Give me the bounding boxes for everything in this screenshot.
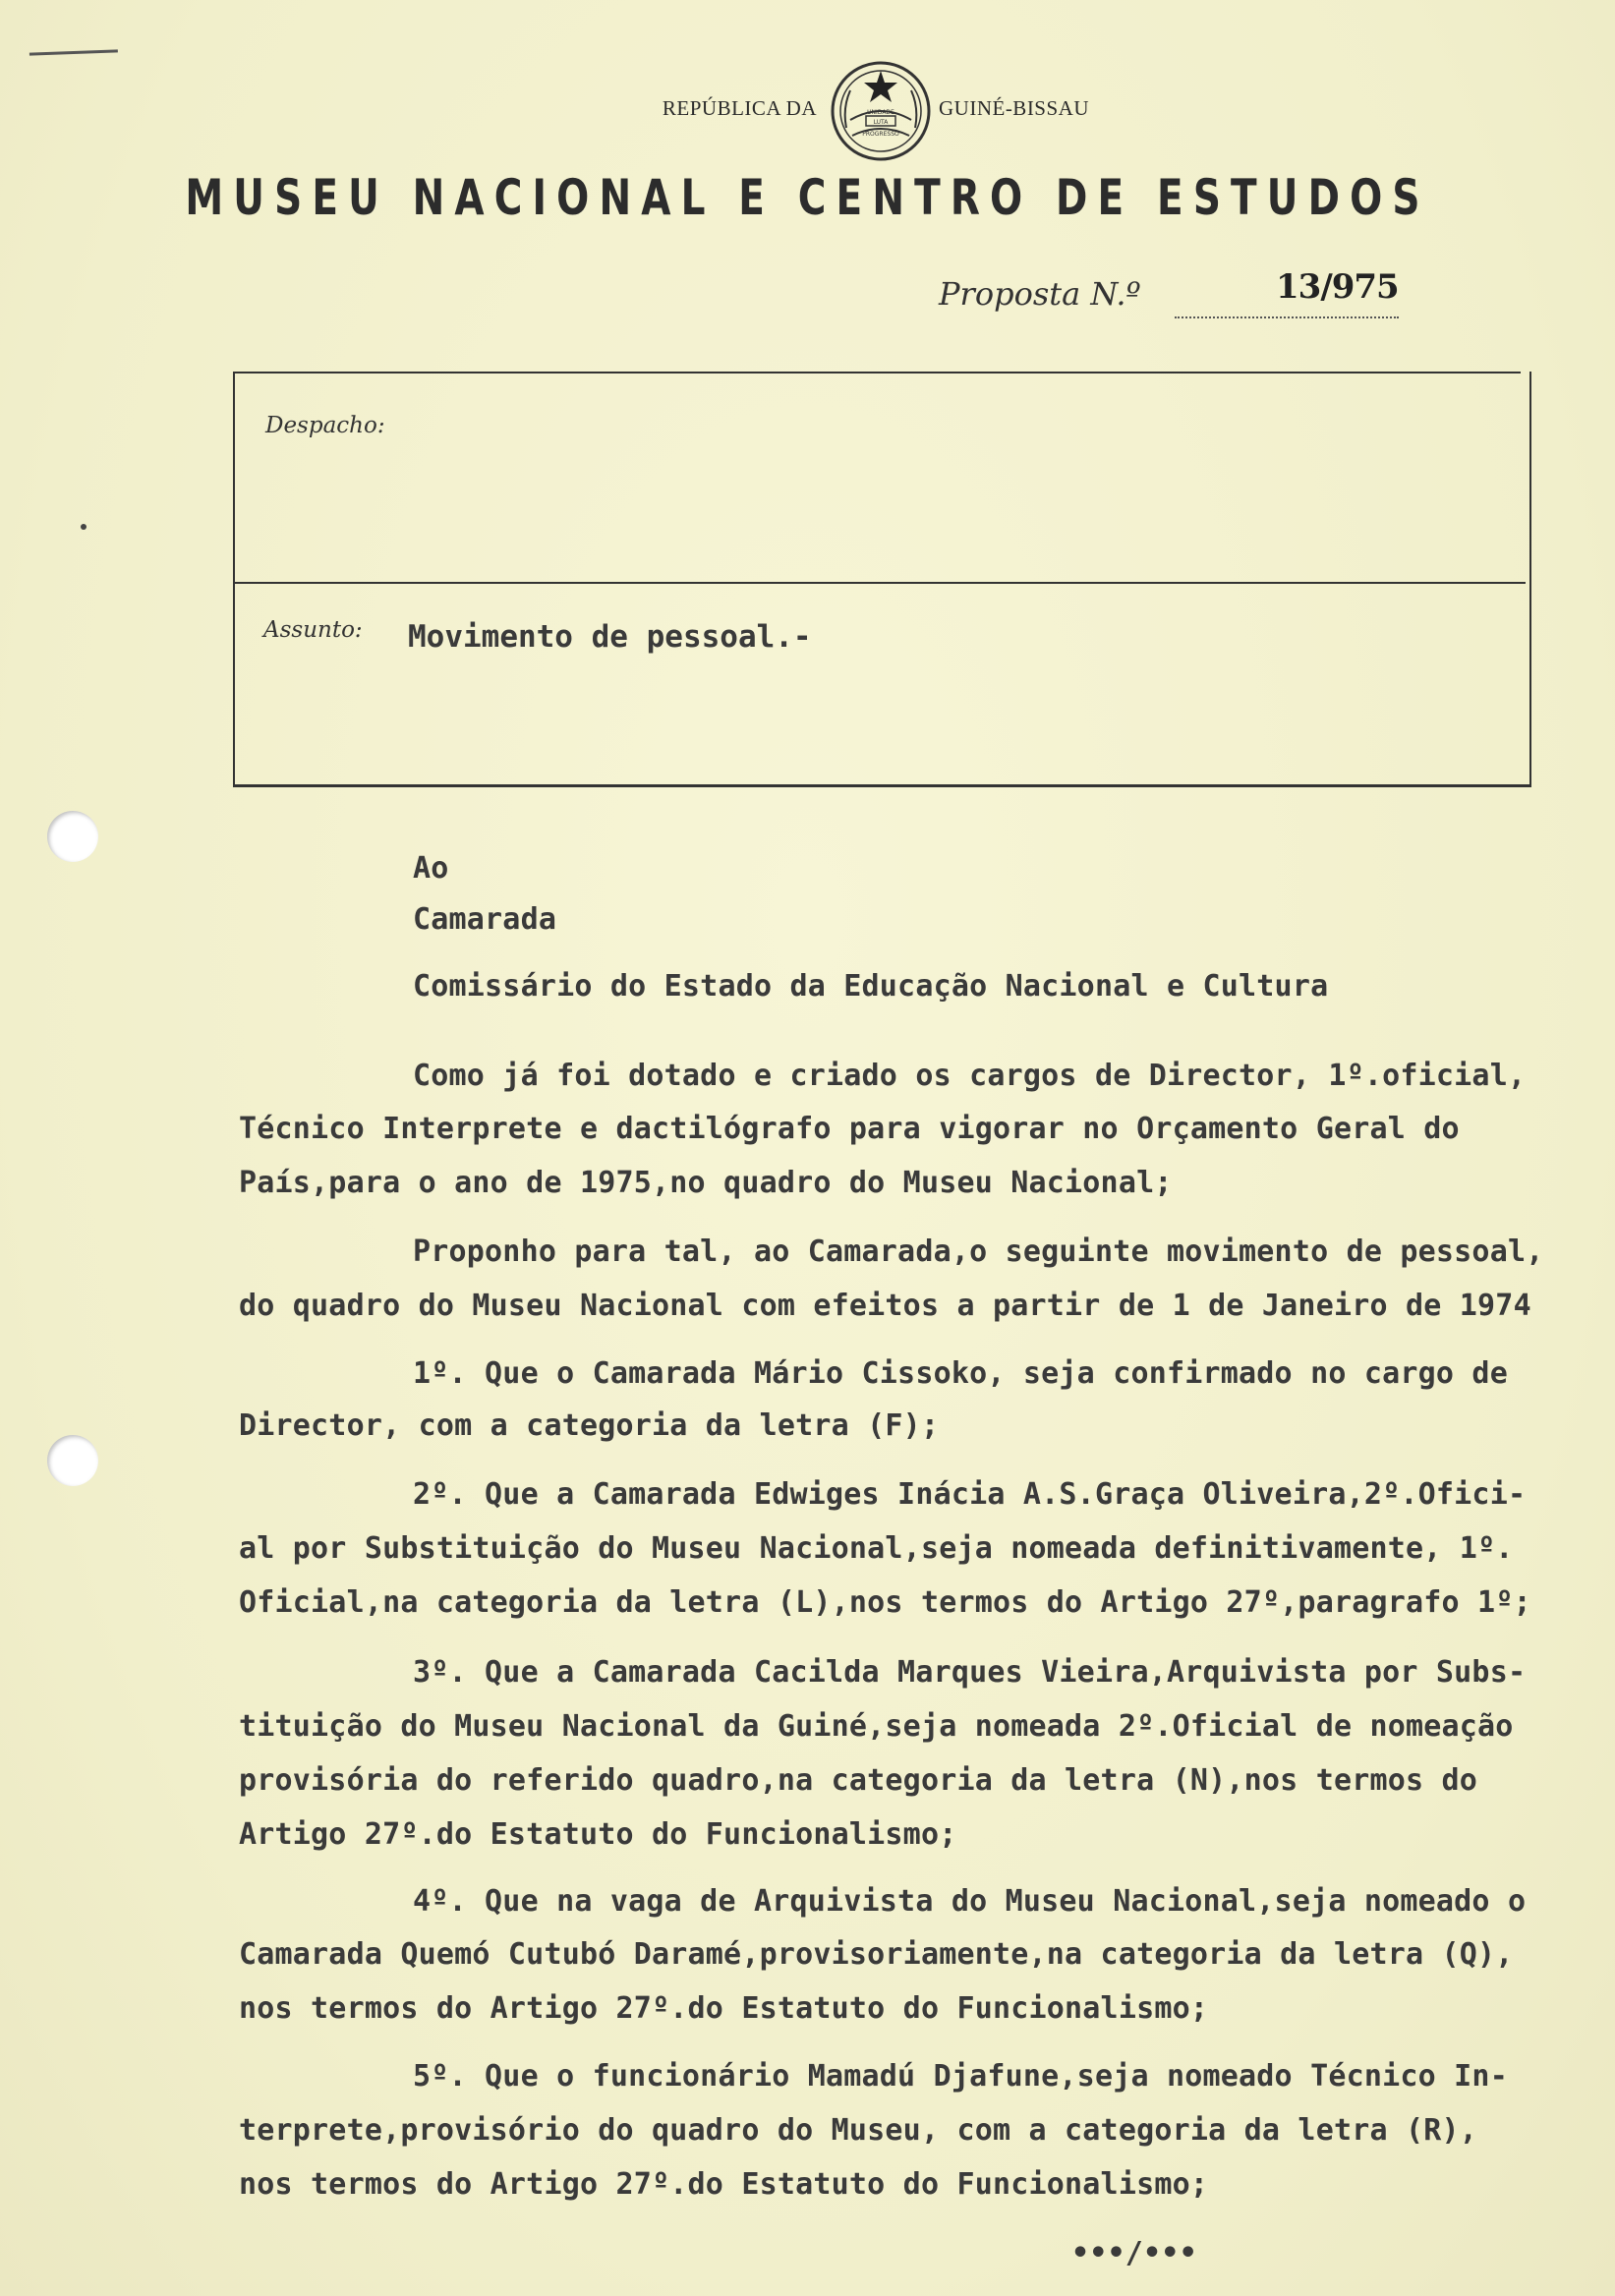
text-line: 4º. Que na vaga de Arquivista do Museu Nacional,seja nomeado o — [413, 1884, 1527, 1919]
text-line: nos termos do Artigo 27º.do Estatuto do Funcionalismo; — [239, 1991, 1209, 2026]
text-line: tituição do Museu Nacional da Guiné,seja nomeada 2º.Oficial de nomeação — [239, 1709, 1514, 1744]
text-line: País,para o ano de 1975,no quadro do Museu Nacional; — [239, 1166, 1173, 1200]
text-line: Técnico Interprete e dactilógrafo para vigorar no Orçamento Geral do — [239, 1112, 1460, 1146]
text-line: Ao — [413, 851, 449, 886]
proposta-dotted-line — [1175, 316, 1399, 318]
text-line: 3º. Que a Camarada Cacilda Marques Vieira,Arquivista por Subs- — [413, 1655, 1527, 1690]
proposta-number: 13/975 — [1276, 267, 1399, 307]
text-line: Proponho para tal, ao Camarada,o seguinte movimento de pessoal, — [413, 1234, 1544, 1269]
despacho-label: Despacho: — [265, 413, 385, 438]
national-seal-icon — [829, 59, 933, 163]
form-box-divider — [233, 582, 1526, 584]
form-box — [233, 372, 1531, 786]
text-line: Comissário do Estado da Educação Nacional e Cultura — [413, 969, 1329, 1004]
seal-text-1: UNIDADE — [867, 109, 894, 116]
text-line: terprete,provisório do quadro do Museu, com a categoria da letra (R), — [239, 2113, 1478, 2148]
text-line: do quadro do Museu Nacional com efeitos a partir de 1 de Janeiro de 1974 — [239, 1289, 1531, 1323]
text-line: Camarada Quemó Cutubó Daramé,provisoriamente,na categoria da letra (Q), — [239, 1937, 1514, 1972]
text-line: nos termos do Artigo 27º.do Estatuto do Funcionalismo; — [239, 2167, 1209, 2202]
continuation-mark: •••/••• — [1071, 2236, 1197, 2270]
text-line: Como já foi dotado e criado os cargos de Director, 1º.oficial, — [413, 1059, 1527, 1093]
republic-left-text: REPÚBLICA DA — [662, 96, 817, 120]
assunto-value: Movimento de pessoal.- — [408, 619, 812, 655]
assunto-label: Assunto: — [263, 617, 363, 643]
text-line: 1º. Que o Camarada Mário Cissoko, seja confirmado no cargo de — [413, 1356, 1508, 1391]
form-box-top-rule — [233, 372, 1521, 373]
proposta-label: Proposta N.º — [939, 275, 1141, 313]
punch-hole-lower — [47, 1435, 98, 1486]
text-line: Director, com a categoria da letra (F); — [239, 1408, 940, 1443]
text-line: Artigo 27º.do Estatuto do Funcionalismo; — [239, 1817, 957, 1852]
text-line: 2º. Que a Camarada Edwiges Inácia A.S.Graça Oliveira,2º.Ofici- — [413, 1477, 1527, 1512]
institution-title: MUSEU NACIONAL E CENTRO DE ESTUDOS — [185, 169, 1430, 226]
text-line: Camarada — [413, 902, 557, 937]
seal-text-2: LUTA — [873, 119, 889, 126]
seal-text-3: PROGRESSO — [862, 131, 899, 138]
form-box-bottom-rule — [233, 784, 1531, 787]
text-line: Oficial,na categoria da letra (L),nos termos do Artigo 27º,paragrafo 1º; — [239, 1585, 1531, 1620]
republic-right-text: GUINÉ-BISSAU — [939, 96, 1089, 120]
ink-dot — [81, 524, 87, 530]
punch-hole-upper — [47, 811, 98, 862]
text-line: provisória do referido quadro,na categoria da letra (N),nos termos do — [239, 1763, 1478, 1798]
text-line: 5º. Que o funcionário Mamadú Djafune,seja nomeado Técnico In- — [413, 2059, 1508, 2094]
text-line: al por Substituição do Museu Nacional,seja nomeada definitivamente, 1º. — [239, 1531, 1514, 1566]
